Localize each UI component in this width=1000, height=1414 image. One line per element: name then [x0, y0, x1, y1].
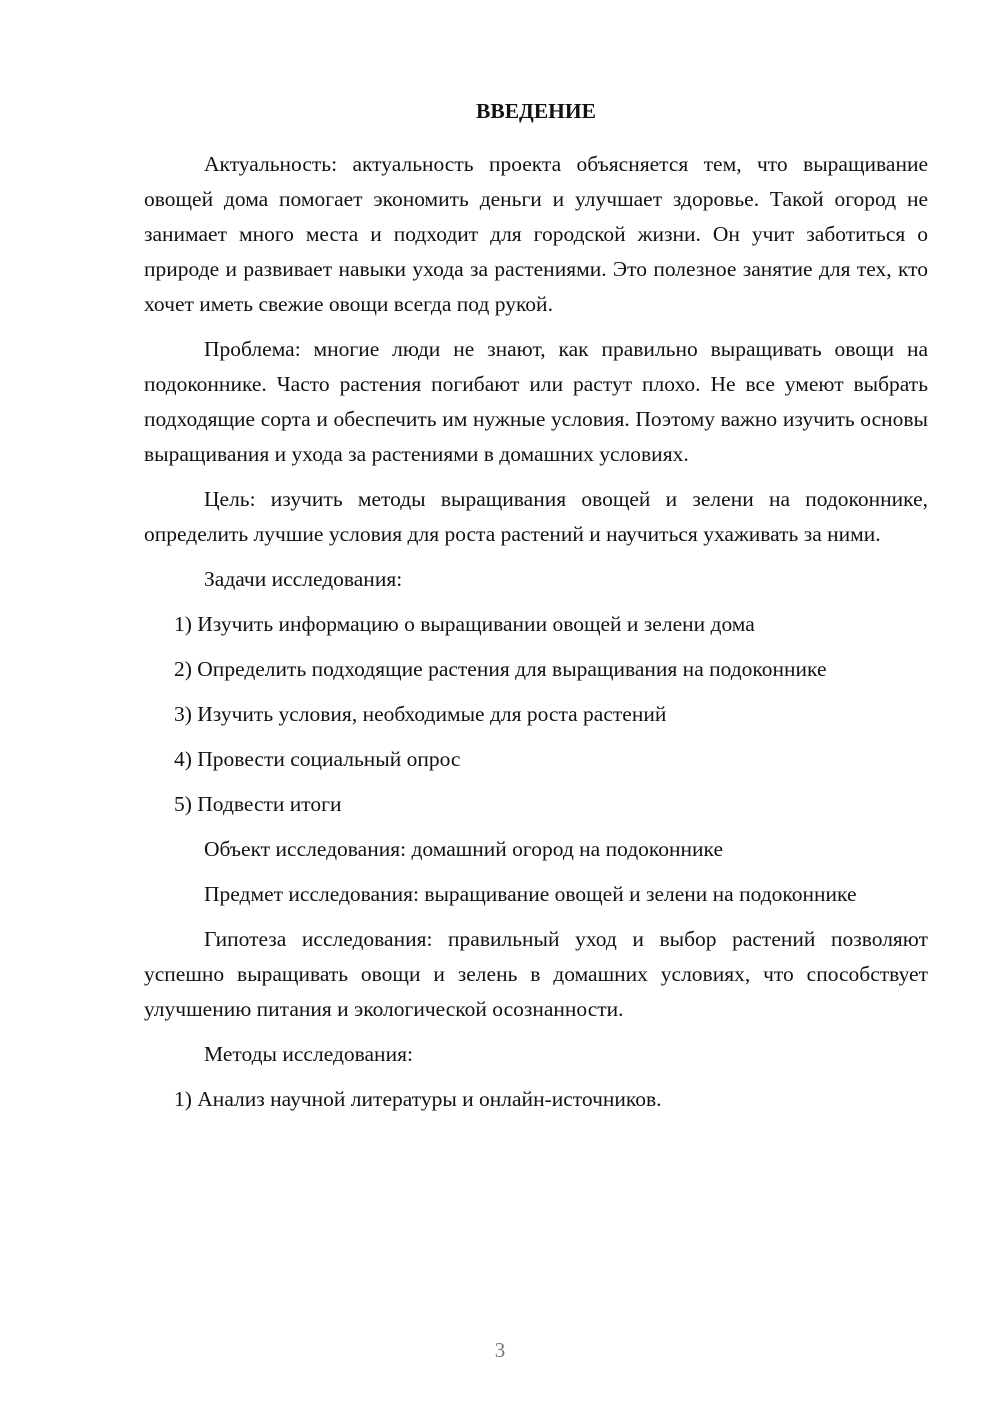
- object-paragraph: Объект исследования: домашний огород на подоконнике: [204, 837, 723, 861]
- task-item: 5) Подвести итоги: [174, 792, 342, 816]
- page-number: 3: [494, 1338, 506, 1362]
- problem-paragraph: Проблема: многие люди не знают, как правильно выращивать овощи на подоконнике. Часто растения погибают или растут плохо. Не все умеют выбрать подходящие сорта и обеспечить им нужные условия. Поэтому важно изучить основы выращивания и ухода за растениями в домашних условиях.: [144, 337, 928, 466]
- goal-paragraph: Цель: изучить методы выращивания овощей и зелени на подоконнике, определить лучшие условия для роста растений и научиться ухаживать за ними.: [144, 487, 928, 546]
- hypothesis-paragraph: Гипотеза исследования: правильный уход и выбор растений позволяют успешно выращивать овощи и зелень в домашних условиях, что способствует улучшению питания и экологической осознанности.: [144, 927, 928, 1021]
- methods-heading: Методы исследования:: [204, 1042, 413, 1066]
- tasks-heading: Задачи исследования:: [204, 567, 403, 591]
- task-item: 2) Определить подходящие растения для выращивания на подоконнике: [174, 657, 827, 681]
- subject-paragraph: Предмет исследования: выращивание овощей и зелени на подоконнике: [204, 882, 857, 906]
- task-item: 3) Изучить условия, необходимые для роста растений: [174, 702, 667, 726]
- page-title: ВВЕДЕНИЕ: [476, 99, 596, 123]
- task-item: 4) Провести социальный опрос: [174, 747, 461, 771]
- relevance-paragraph: Актуальность: актуальность проекта объясняется тем, что выращивание овощей дома помогает экономить деньги и улучшает здоровье. Такой огород не занимает много места и подходит для городской жизни. Он учит заботиться о природе и развивает навыки ухода за растениями. Это полезное занятие для тех, кто хочет иметь свежие овощи всегда под рукой.: [144, 152, 928, 316]
- method-item: 1) Анализ научной литературы и онлайн-источников.: [174, 1087, 662, 1111]
- task-item: 1) Изучить информацию о выращивании овощей и зелени дома: [174, 612, 755, 636]
